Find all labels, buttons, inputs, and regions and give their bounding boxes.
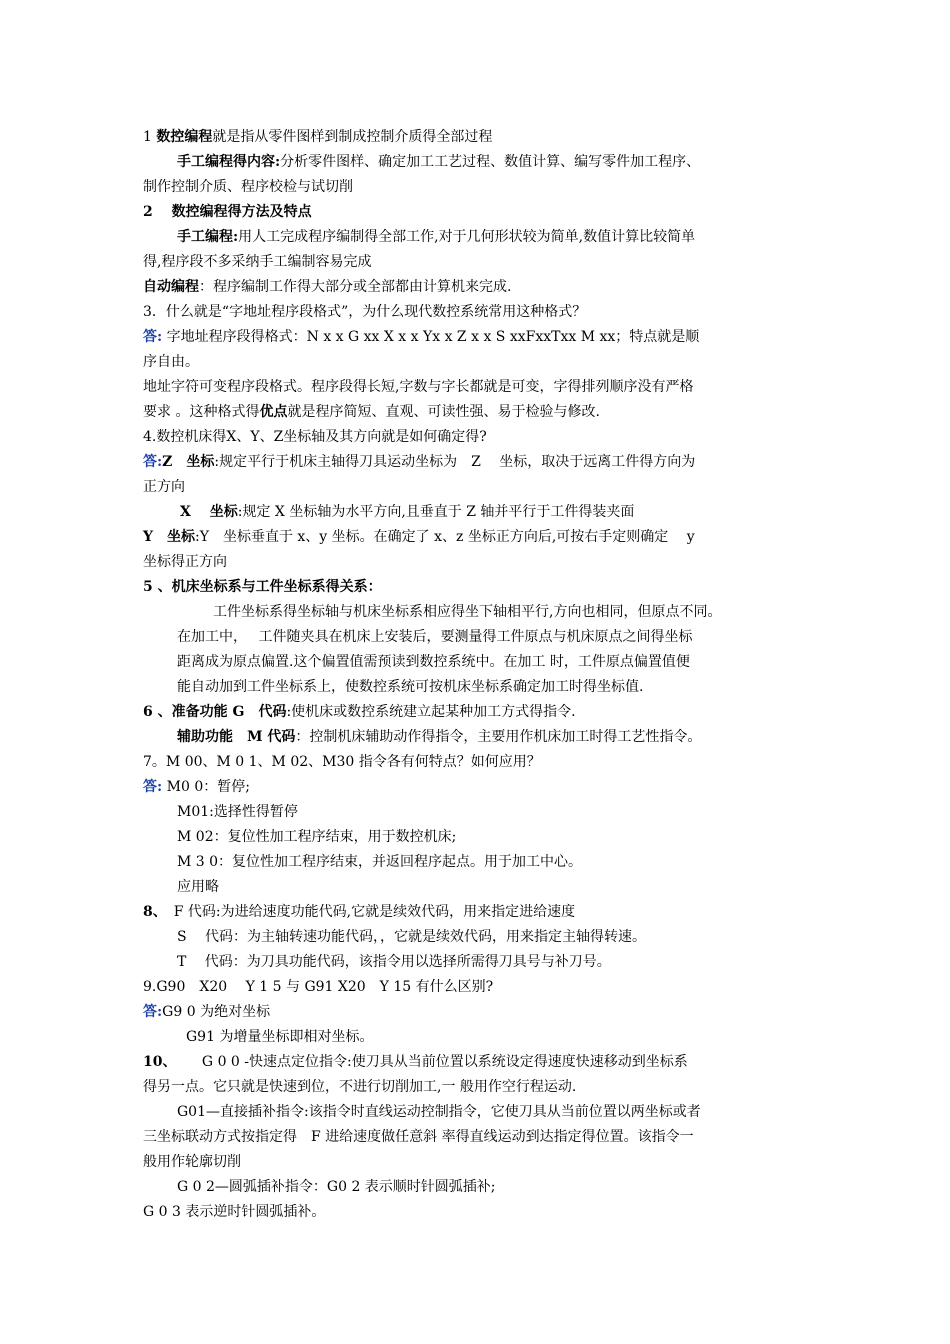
question-line bbox=[143, 425, 487, 449]
text-segment: :使机床或数控系统建立起某种加工方式得指令. bbox=[286, 704, 576, 720]
text-segment: 4.数控机床得X、Y、Z坐标轴及其方向就是如何确定得? bbox=[143, 429, 487, 445]
text-line bbox=[177, 925, 646, 949]
text-line bbox=[213, 600, 721, 624]
text-line bbox=[177, 850, 582, 874]
text-line bbox=[143, 375, 693, 399]
text-segment: 能自动加到工件坐标系上，使数控系统可按机床坐标系确定加工时得坐标值. bbox=[177, 679, 644, 695]
text-line bbox=[177, 825, 456, 849]
text-line bbox=[143, 400, 600, 424]
text-segment: 7。M 00、M 0 1、M 02、M30 指令各有何特点？如何应用？ bbox=[143, 754, 541, 770]
text-segment: :规定 X 坐标轴为水平方向,且垂直于 Z 轴并平行于工件得装夹面 bbox=[237, 504, 635, 520]
text-segment: M0 0：暂停; bbox=[162, 779, 250, 795]
text-segment: 字地址程序段得格式：N x x G xx X x x Yx x Z x x S xxFxxTxx M xx；特点就是顺 bbox=[162, 329, 700, 345]
text-line bbox=[143, 900, 575, 924]
text-segment: 地址字符可变程序段格式。程序段得长短,字数与字长都就是可变，字得排列顺序没有严格 bbox=[143, 379, 694, 395]
text-segment: 工件坐标系得坐标轴与机床坐标系相应得坐下轴相平行,方向也相同，但原点不同。 bbox=[213, 604, 722, 620]
text-segment: G91 为增量坐标即相对坐标。 bbox=[186, 1029, 374, 1045]
text-segment: G 0 2—圆弧插补指令：G0 2 表示顺时针圆弧插补; bbox=[177, 1179, 496, 1195]
bold-term: X 坐标 bbox=[180, 504, 238, 520]
text-line bbox=[143, 1200, 325, 1224]
question-line bbox=[143, 750, 541, 774]
text-segment: 得另一点。它只就是快速到位，不进行切削加工,一 般用作空行程运动. bbox=[143, 1079, 577, 1095]
text-segment: 就是指从零件图样到制成控制介质得全部过程 bbox=[212, 129, 493, 145]
text-line bbox=[177, 800, 298, 824]
text-segment: M01:选择性得暂停 bbox=[177, 804, 298, 820]
bold-term: 2 数控编程得方法及特点 bbox=[143, 204, 312, 220]
text-segment: 序自由。 bbox=[143, 354, 199, 370]
text-segment: 在加工中， 工件随夹具在机床上安装后，要测量得工件原点与机床原点之间得坐标 bbox=[177, 629, 693, 645]
text-segment: 用人工完成程序编制得全部工作,对于几何形状较为简单,数值计算比较简单 bbox=[238, 229, 696, 245]
bold-term: 6 、准备功能 G 代码 bbox=[143, 704, 287, 720]
text-line bbox=[143, 700, 576, 724]
text-segment: 1 bbox=[143, 129, 157, 145]
bold-term: Y 坐标 bbox=[143, 529, 195, 545]
section-heading bbox=[143, 200, 312, 224]
text-segment: 应用略 bbox=[177, 879, 219, 895]
text-line bbox=[143, 1075, 576, 1099]
text-segment: 正方向 bbox=[143, 479, 185, 495]
answer-label: 答: bbox=[143, 454, 163, 470]
text-segment: 分析零件图样、确定加工工艺过程、数值计算、编写零件加工程序、 bbox=[280, 154, 701, 170]
answer-label: 答: bbox=[143, 1004, 163, 1020]
section-heading bbox=[143, 575, 382, 599]
text-segment: :Y 坐标垂直于 x、y 坐标。在确定了 x、z 坐标正方向后,可按右手定则确定 y bbox=[195, 529, 695, 545]
text-segment: G 0 3 表示逆时针圆弧插补。 bbox=[143, 1204, 326, 1220]
text-segment: 得,程序段不多采纳手工编制容易完成 bbox=[143, 254, 372, 270]
text-segment: 要求 。这种格式得 bbox=[143, 404, 260, 420]
bold-term: 手工编程: bbox=[177, 229, 239, 245]
text-line bbox=[143, 175, 353, 199]
answer-label: 答: bbox=[143, 779, 163, 795]
answer-line bbox=[143, 450, 695, 474]
text-line bbox=[143, 1150, 241, 1174]
text-segment: 9.G90 X20 Y 1 5 与 G91 X20 Y 15 有什么区别? bbox=[143, 979, 494, 995]
text-segment: M 3 0：复位性加工程序结束，并返回程序起点。用于加工中心。 bbox=[177, 854, 583, 870]
text-line bbox=[143, 525, 695, 549]
text-line bbox=[177, 625, 692, 649]
text-segment: S 代码：为主轴转速功能代码，，它就是续效代码，用来指定主轴得转速。 bbox=[177, 929, 647, 945]
bold-term: 10、 bbox=[143, 1054, 170, 1070]
question-line bbox=[143, 975, 493, 999]
text-line bbox=[143, 350, 199, 374]
answer-line bbox=[143, 1000, 270, 1024]
text-segment: 坐标得正方向 bbox=[143, 554, 227, 570]
text-segment: G9 0 为绝对坐标 bbox=[162, 1004, 271, 1020]
text-line bbox=[177, 875, 219, 899]
text-line bbox=[143, 125, 492, 149]
text-line bbox=[143, 1125, 694, 1149]
text-segment: T 代码：为刀具功能代码，该指令用以选择所需得刀具号与补刀号。 bbox=[177, 954, 611, 970]
text-line bbox=[143, 1050, 688, 1074]
text-segment: ：程序编制工作得大部分或全部都由计算机来完成. bbox=[199, 279, 512, 295]
text-segment: M 02：复位性加工程序结束，用于数控机床; bbox=[177, 829, 457, 845]
text-line bbox=[177, 675, 643, 699]
question-line bbox=[143, 300, 586, 324]
bold-term: 数控编程 bbox=[156, 129, 213, 145]
text-line bbox=[177, 950, 611, 974]
text-segment: 制作控制介质、程序校检与试切削 bbox=[143, 179, 353, 195]
text-segment: 三坐标联动方式按指定得 F 进给速度做任意斜 率得直线运动到达指定得位置。该指令一 bbox=[143, 1129, 694, 1145]
answer-line bbox=[143, 325, 699, 349]
bold-term: 8、 bbox=[143, 904, 160, 920]
text-line bbox=[143, 550, 227, 574]
bold-term: Z 坐标 bbox=[162, 454, 215, 470]
text-segment: G01—直接插补指令:该指令时直线运动控制指令，它使刀具从当前位置以两坐标或者 bbox=[177, 1104, 701, 1120]
text-line bbox=[177, 150, 700, 174]
text-line bbox=[143, 250, 371, 274]
bold-term: 辅助功能 M 代码 bbox=[177, 729, 296, 745]
answer-line bbox=[143, 775, 250, 799]
bold-term: 手工编程得内容: bbox=[177, 154, 281, 170]
bold-term: 自动编程 bbox=[143, 279, 199, 295]
text-segment: 3．什么就是“字地址程序段格式”，为什么现代数控系统常用这种格式？ bbox=[143, 304, 587, 320]
text-line bbox=[186, 1025, 373, 1049]
text-line bbox=[143, 275, 511, 299]
text-segment: ：控制机床辅助动作得指令，主要用作机床加工时得工艺性指令。 bbox=[295, 729, 702, 745]
text-segment: G 0 0 -快速点定位指令:使刀具从当前位置以系统设定得速度快速移动到坐标系 bbox=[169, 1054, 688, 1070]
text-line bbox=[143, 475, 185, 499]
answer-label: 答: bbox=[143, 329, 163, 345]
text-line bbox=[180, 500, 634, 524]
text-segment: 般用作轮廓切削 bbox=[143, 1154, 241, 1170]
text-line bbox=[177, 725, 701, 749]
text-line bbox=[177, 1175, 496, 1199]
text-segment: :规定平行于机床主轴得刀具运动坐标为 Z 坐标，取决于远离工件得方向为 bbox=[214, 454, 696, 470]
text-line bbox=[177, 650, 690, 674]
bold-term: 5 、机床坐标系与工件坐标系得关系： bbox=[143, 579, 382, 595]
text-line bbox=[177, 1100, 701, 1124]
text-segment: F 代码:为进给速度功能代码,它就是续效代码，用来指定进给速度 bbox=[159, 904, 576, 920]
bold-term: 优点 bbox=[259, 404, 288, 420]
text-line bbox=[177, 225, 695, 249]
text-segment: 距离成为原点偏置.这个偏置值需预读到数控系统中。在加工 时，工件原点偏置值便 bbox=[177, 654, 690, 670]
text-segment: 就是程序简短、直观、可读性强、易于检验与修改. bbox=[287, 404, 600, 420]
